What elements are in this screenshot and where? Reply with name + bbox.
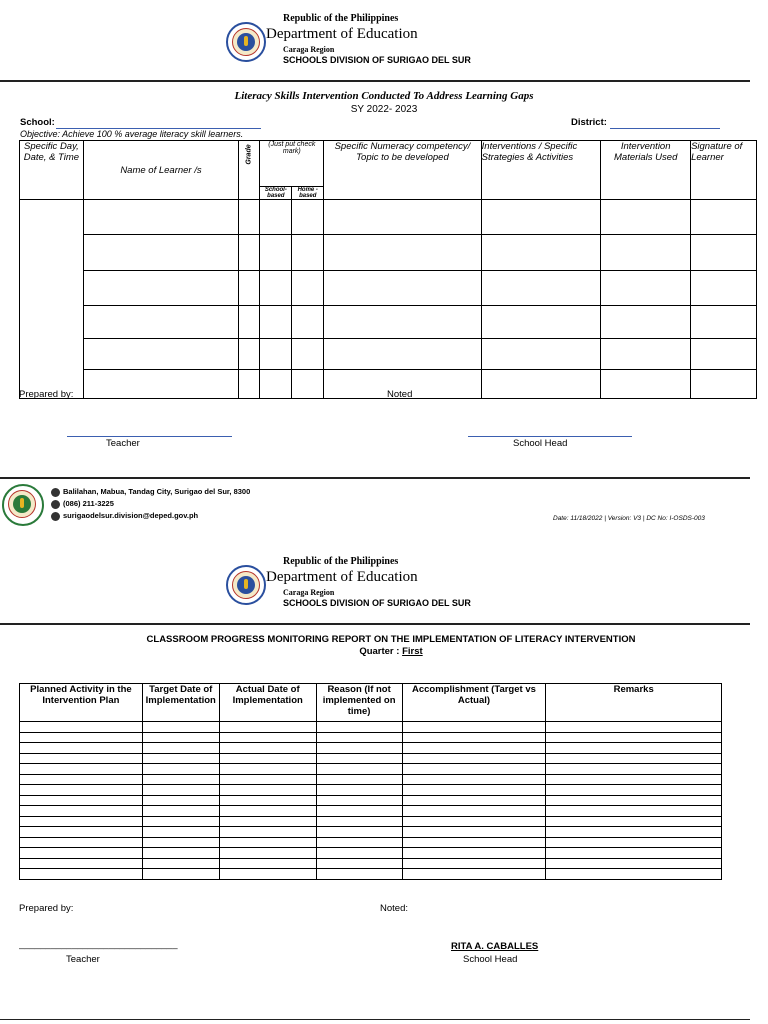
school-year: SY 2022- 2023 — [350, 104, 418, 115]
table-cell[interactable] — [402, 722, 546, 733]
table-cell[interactable] — [20, 722, 143, 733]
table-cell[interactable] — [20, 774, 143, 785]
header-division: SCHOOLS DIVISION OF SURIGAO DEL SUR — [283, 598, 471, 608]
table-cell[interactable] — [20, 827, 143, 838]
table-cell[interactable] — [142, 848, 219, 859]
table-cell[interactable] — [142, 795, 219, 806]
table-cell[interactable] — [402, 816, 546, 827]
teacher-signature-line[interactable]: ______________________________ — [19, 939, 178, 950]
table-cell[interactable] — [142, 806, 219, 817]
table-cell[interactable] — [142, 837, 219, 848]
table-cell[interactable] — [316, 806, 402, 817]
location-icon — [51, 488, 60, 497]
table-cell[interactable] — [546, 858, 722, 869]
table-cell[interactable] — [142, 785, 219, 796]
table-cell[interactable] — [219, 722, 316, 733]
table-cell[interactable] — [546, 753, 722, 764]
table-cell[interactable] — [402, 774, 546, 785]
table-row — [20, 869, 722, 880]
col-competency: Specific Numeracy competency/ Topic to be developed — [324, 141, 481, 200]
monitoring-table — [19, 683, 722, 880]
table-cell[interactable] — [20, 753, 143, 764]
table-cell[interactable] — [219, 816, 316, 827]
table-cell[interactable] — [546, 722, 722, 733]
col-signature: Signature of Learner — [691, 141, 757, 200]
table-cell[interactable] — [219, 795, 316, 806]
table-cell[interactable] — [20, 732, 143, 743]
table-cell[interactable] — [316, 774, 402, 785]
table-cell[interactable] — [219, 837, 316, 848]
deped-seal-icon — [226, 565, 266, 605]
table-cell[interactable] — [316, 816, 402, 827]
table-row — [20, 785, 722, 796]
table-cell[interactable] — [142, 816, 219, 827]
table-cell[interactable] — [316, 753, 402, 764]
table-row — [20, 806, 722, 817]
table-cell[interactable] — [402, 795, 546, 806]
school-label: School: — [20, 117, 55, 128]
table-cell[interactable] — [316, 732, 402, 743]
table-cell[interactable] — [142, 869, 219, 880]
table-cell[interactable] — [219, 732, 316, 743]
table-cell[interactable] — [546, 827, 722, 838]
table-cell[interactable] — [142, 753, 219, 764]
table-cell[interactable] — [219, 806, 316, 817]
table-cell[interactable] — [219, 753, 316, 764]
table-cell[interactable] — [402, 869, 546, 880]
table-cell[interactable] — [219, 858, 316, 869]
header-republic: Republic of the Philippines — [283, 556, 399, 567]
table-cell[interactable] — [402, 806, 546, 817]
deped-seal-icon — [226, 22, 266, 62]
teacher-signature-line[interactable] — [67, 436, 232, 437]
table-cell[interactable] — [402, 858, 546, 869]
table-cell[interactable] — [316, 722, 402, 733]
header-department: Department of Education — [266, 569, 418, 585]
table-row — [20, 827, 722, 838]
table-cell[interactable] — [20, 743, 143, 754]
table-row — [20, 774, 722, 785]
table-row — [20, 306, 757, 339]
table-cell[interactable] — [219, 827, 316, 838]
col-target: Target Date of Implementation — [142, 684, 219, 722]
page-title: Literacy Skills Intervention Conducted To Address Learning Gaps — [234, 90, 534, 102]
table-cell[interactable] — [20, 785, 143, 796]
header-region: Caraga Region — [283, 588, 335, 597]
table-cell[interactable] — [20, 795, 143, 806]
teacher-label: Teacher — [66, 954, 100, 965]
header-department: Department of Education — [266, 26, 418, 42]
prepared-by-label: Prepared by: — [19, 389, 74, 400]
table-cell[interactable] — [316, 869, 402, 880]
table-cell[interactable] — [142, 743, 219, 754]
col-materials: Intervention Materials Used — [601, 141, 691, 200]
teacher-label: Teacher — [106, 438, 140, 449]
col-remarks: Remarks — [546, 684, 722, 722]
table-cell[interactable] — [402, 837, 546, 848]
table-row — [20, 339, 757, 370]
table-cell[interactable] — [402, 753, 546, 764]
email-icon — [51, 512, 60, 521]
school-head-label: School Head — [463, 954, 518, 965]
footer-rule — [0, 477, 750, 479]
table-cell[interactable] — [219, 774, 316, 785]
table-cell[interactable] — [219, 869, 316, 880]
table-cell[interactable] — [546, 743, 722, 754]
head-signature-line[interactable] — [468, 436, 632, 437]
table-row — [20, 837, 722, 848]
table-cell[interactable] — [546, 785, 722, 796]
table-cell[interactable] — [142, 774, 219, 785]
table-cell[interactable] — [402, 785, 546, 796]
table-cell[interactable] — [316, 764, 402, 775]
table-cell[interactable] — [546, 806, 722, 817]
table-cell[interactable] — [20, 848, 143, 859]
table-cell[interactable] — [219, 785, 316, 796]
table-cell[interactable] — [546, 816, 722, 827]
table-cell[interactable] — [20, 858, 143, 869]
header-division: SCHOOLS DIVISION OF SURIGAO DEL SUR — [283, 55, 471, 65]
bottom-rule — [0, 1019, 750, 1020]
header-republic: Republic of the Philippines — [283, 13, 399, 24]
table-cell[interactable] — [546, 795, 722, 806]
table-cell[interactable] — [546, 732, 722, 743]
col-accomplishment: Accomplishment (Target vs Actual) — [402, 684, 546, 722]
table-row — [20, 722, 722, 733]
col-day: Specific Day, Date, & Time — [20, 141, 84, 200]
table-cell[interactable] — [142, 722, 219, 733]
col-justput: (Just put check mark) — [260, 141, 324, 187]
table-row — [20, 816, 722, 827]
table-cell[interactable] — [316, 795, 402, 806]
table-cell[interactable] — [546, 869, 722, 880]
header-rule — [0, 623, 750, 625]
table-row — [20, 200, 757, 235]
footer-address: Balilahan, Mabua, Tandag City, Surigao del Sur, 8300 — [51, 487, 250, 497]
table-row — [20, 235, 757, 271]
doc-info: Date: 11/18/2022 | Version: V3 | DC No: I-OSDS-003 — [553, 515, 705, 522]
header-region: Caraga Region — [283, 45, 335, 54]
table-cell[interactable] — [20, 816, 143, 827]
table-cell[interactable] — [142, 827, 219, 838]
phone-icon — [51, 500, 60, 509]
table-cell[interactable] — [219, 764, 316, 775]
table-cell[interactable] — [546, 848, 722, 859]
head-name: RITA A. CABALLES — [451, 941, 539, 952]
objective-text: Objective: Achieve 100 % average literacy skill learners. — [20, 129, 244, 139]
table-row — [20, 764, 722, 775]
report-title: CLASSROOM PROGRESS MONITORING REPORT ON THE IMPLEMENTATION OF LITERACY INTERVENTION — [146, 634, 636, 645]
table-cell[interactable] — [142, 764, 219, 775]
table-row — [20, 753, 722, 764]
quarter-line: Quarter : First — [359, 646, 423, 657]
table-cell[interactable] — [316, 785, 402, 796]
noted-label: Noted: — [380, 903, 408, 914]
col-reason: Reason (If not implemented on time) — [316, 684, 402, 722]
table-cell[interactable] — [316, 858, 402, 869]
col-actual: Actual Date of Implementation — [219, 684, 316, 722]
table-cell[interactable] — [20, 764, 143, 775]
table-cell[interactable] — [546, 837, 722, 848]
table-row — [20, 848, 722, 859]
table-cell[interactable] — [219, 848, 316, 859]
table-cell[interactable] — [316, 743, 402, 754]
col-school-based: School-based — [260, 187, 292, 200]
table-cell[interactable] — [402, 732, 546, 743]
col-grade: Grade — [239, 141, 260, 200]
table-cell[interactable] — [316, 848, 402, 859]
col-home-based: Home - based — [292, 187, 324, 200]
table-cell[interactable] — [402, 827, 546, 838]
table-cell[interactable] — [402, 848, 546, 859]
table-cell[interactable] — [316, 837, 402, 848]
table-row — [20, 858, 722, 869]
table-cell[interactable] — [402, 743, 546, 754]
school-head-label: School Head — [513, 438, 568, 449]
table-cell[interactable] — [546, 764, 722, 775]
table-cell[interactable] — [20, 806, 143, 817]
col-name: Name of Learner /s — [83, 141, 238, 200]
quarter-value: First — [402, 646, 423, 657]
table-cell[interactable] — [219, 743, 316, 754]
table-cell[interactable] — [20, 837, 143, 848]
table-row — [20, 743, 722, 754]
district-field[interactable] — [610, 128, 720, 129]
table-cell[interactable] — [402, 764, 546, 775]
table-row — [20, 795, 722, 806]
col-planned: Planned Activity in the Intervention Plan — [20, 684, 143, 722]
footer-phone: (086) 211-3225 — [51, 499, 114, 509]
table-cell[interactable] — [316, 827, 402, 838]
prepared-by-label: Prepared by: — [19, 903, 74, 914]
district-label: District: — [571, 117, 607, 128]
table-row — [20, 271, 757, 306]
table-cell[interactable] — [142, 732, 219, 743]
table-cell[interactable] — [20, 869, 143, 880]
table-cell[interactable] — [546, 774, 722, 785]
footer-email: surigaodelsur.division@deped.gov.ph — [51, 511, 198, 521]
header-rule — [0, 80, 750, 82]
col-interventions: Interventions / Specific Strategies & Activities — [481, 141, 601, 200]
noted-label: Noted — [387, 389, 413, 400]
intervention-table — [19, 140, 757, 399]
division-seal-icon — [2, 484, 44, 526]
table-row — [20, 732, 722, 743]
table-cell[interactable] — [142, 858, 219, 869]
